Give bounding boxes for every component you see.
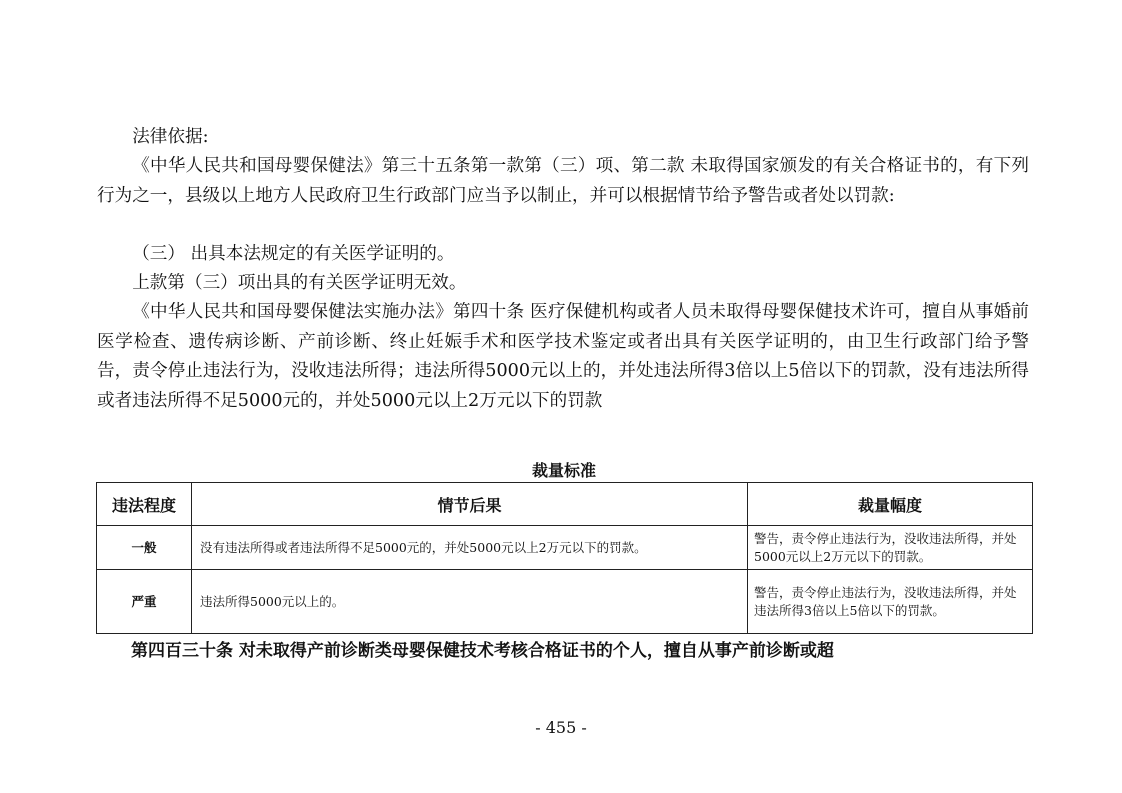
paragraph-maternal-law-art35: 《中华人民共和国母婴保健法》第三十五条第一款第（三）项、第二款 未取得国家颁发的有关合格证书的，有下列行为之一，县级以上地方人民政府卫生行政部门应当予以制止，并可以根据情节给予警告或者处以罚款:	[97, 156, 1029, 206]
row-level: 严重	[97, 570, 192, 634]
table-row	[97, 570, 1033, 634]
row-consequence: 没有违法所得或者违法所得不足5000元的，并处5000元以上2万元以下的罚款。	[192, 526, 748, 570]
paragraph-certificate-invalid: 上款第（三）项出具的有关医学证明无效。	[132, 273, 467, 293]
row-level: 一般	[97, 526, 192, 570]
header-circumstances: 情节后果	[192, 483, 748, 526]
row-penalty-range: 警告，责令停止违法行为，没收违法所得，并处违法所得3倍以上5倍以下的罚款。	[748, 570, 1033, 634]
row-penalty-range: 警告，责令停止违法行为，没收违法所得，并处5000元以上2万元以下的罚款。	[748, 526, 1033, 570]
table-row	[97, 526, 1033, 570]
discretion-standard-table	[96, 482, 1033, 634]
header-penalty-range: 裁量幅度	[748, 483, 1033, 526]
paragraph-item-3: （三） 出具本法规定的有关医学证明的。	[132, 244, 455, 264]
paragraph-implementation-art40: 《中华人民共和国母婴保健法实施办法》第四十条 医疗保健机构或者人员未取得母婴保健技术许可，擅自从事婚前医学检查、遗传病诊断、产前诊断、终止妊娠手术和医学技术鉴定或者出具有关医学证明的，由卫生行政部门给予警告，责令停止违法行为，没收违法所得；违法所得5000元以上的，并处违法所得3倍以上5倍以下的罚款，没有违法所得或者违法所得不足5000元的，并处5000元以上2万元以下的罚款	[97, 302, 1029, 411]
header-violation-level: 违法程度	[97, 483, 192, 526]
table-header-row	[97, 483, 1033, 526]
legal-basis-heading: 法律依据:	[132, 127, 209, 147]
page-number: - 455 -	[535, 718, 587, 737]
table-title: 裁量标准	[531, 461, 596, 480]
row-consequence: 违法所得5000元以上的。	[192, 570, 748, 634]
next-article-heading: 第四百三十条 对未取得产前诊断类母婴保健技术考核合格证书的个人，擅自从事产前诊断或超	[131, 641, 834, 661]
